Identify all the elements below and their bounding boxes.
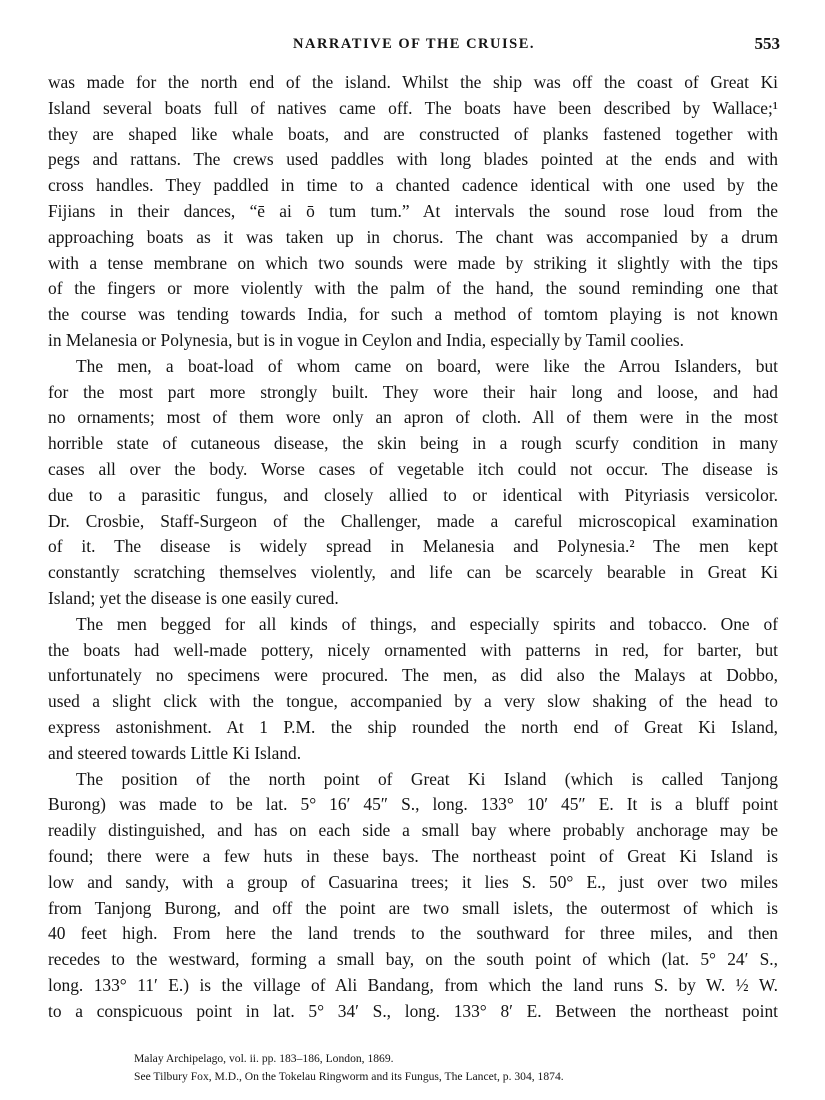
footnote-2: See Tilbury Fox, M.D., On the Tokelau Ringworm and its Fungus, The Lancet, p. 304, 1874. bbox=[134, 1069, 564, 1083]
text-line: Burong) was made to be lat. 5° 16′ 45″ S., long. 133° 10′ 45″ E. It is a bluff point bbox=[48, 794, 778, 815]
text-line: cases all over the body. Worse cases of vegetable itch could not occur. The disease is bbox=[48, 458, 778, 479]
text-line: they are shaped like whale boats, and are constructed of planks fastened together with bbox=[48, 123, 778, 144]
footnote-1: Malay Archipelago, vol. ii. pp. 183–186, London, 1869. bbox=[134, 1052, 394, 1065]
text-line: 40 feet high. From here the land trends to the southward for three miles, and then bbox=[48, 923, 778, 944]
text-line: Island; yet the disease is one easily cured. bbox=[48, 587, 339, 608]
text-line: due to a parasitic fungus, and closely allied to or identical with Pityriasis versicolor. bbox=[48, 484, 778, 505]
text-line: Fijians in their dances, “ē ai ō tum tum.” At intervals the sound rose loud from the bbox=[48, 200, 778, 221]
text-line: and steered towards Little Ki Island. bbox=[48, 742, 302, 763]
text-line: used a slight click with the tongue, accompanied by a very slow shaking of the head to bbox=[48, 691, 778, 712]
text-line: no ornaments; most of them wore only an apron of cloth. All of them were in the most bbox=[48, 407, 778, 428]
text-line: approaching boats as it was taken up in chorus. The chant was accompanied by a drum bbox=[48, 226, 778, 247]
text-line: of it. The disease is widely spread in Melanesia and Polynesia.² The men kept bbox=[48, 536, 778, 557]
text-line: for the most part more strongly built. They wore their hair long and loose, and had bbox=[48, 381, 778, 402]
text-line: in Melanesia or Polynesia, but is in vogue in Ceylon and India, especially by Tamil coolies. bbox=[48, 329, 684, 350]
text-line: constantly scratching themselves violently, and life can be scarcely bearable in Great Ki bbox=[48, 562, 778, 583]
footnotes bbox=[134, 1050, 734, 1085]
paragraph-1 bbox=[48, 70, 778, 354]
text-line: found; there were a few huts in these bays. The northeast point of Great Ki Island is bbox=[48, 845, 778, 866]
text-line: the course was tending towards India, for such a method of tomtom playing is not known bbox=[48, 304, 778, 325]
text-line: The position of the north point of Great Ki Island (which is called Tanjong bbox=[76, 768, 778, 789]
text-line: cross handles. They paddled in time to a chanted cadence identical with one used by the bbox=[48, 175, 778, 196]
text-line: Dr. Crosbie, Staff-Surgeon of the Challenger, made a careful microscopical examination bbox=[48, 510, 778, 531]
text-line: with a tense membrane on which two sounds were made by striking it slightly with the tips bbox=[48, 252, 778, 273]
text-line: unfortunately no specimens were procured. The men, as did also the Malays at Dobbo, bbox=[48, 665, 778, 686]
body-text bbox=[48, 70, 778, 1024]
text-line: readily distinguished, and has on each side a small bay where probably anchorage may be bbox=[48, 820, 778, 841]
text-line: was made for the north end of the island. Whilst the ship was off the coast of Great Ki bbox=[48, 72, 778, 92]
text-line: Island several boats full of natives came off. The boats have been described by Wallace;¹ bbox=[48, 97, 778, 118]
text-line: The men, a boat-load of whom came on board, were like the Arrou Islanders, but bbox=[76, 355, 778, 376]
text-line: horrible state of cutaneous disease, the skin being in a rough scurfy condition in many bbox=[48, 433, 778, 454]
text-line: long. 133° 11′ E.) is the village of Ali Bandang, from which the land runs S. by W. ½ W. bbox=[48, 974, 778, 995]
text-line: low and sandy, with a group of Casuarina trees; it lies S. 50° E., just over two miles bbox=[48, 871, 778, 892]
text-line: from Tanjong Burong, and off the point are two small islets, the outermost of which is bbox=[48, 897, 778, 918]
text-line: to a conspicuous point in lat. 5° 34′ S., long. 133° 8′ E. Between the northeast point bbox=[48, 1000, 778, 1021]
page-number: 553 bbox=[754, 34, 780, 53]
text-line: The men begged for all kinds of things, and especially spirits and tobacco. One of bbox=[76, 613, 778, 634]
running-title: NARRATIVE OF THE CRUISE. bbox=[293, 36, 535, 52]
paragraph-2 bbox=[48, 354, 778, 612]
paragraph-4 bbox=[48, 767, 778, 1025]
text-line: of the fingers or more violently with the palm of the hand, the sound reminding one that bbox=[48, 278, 778, 299]
text-line: recedes to the westward, forming a small bay, on the south point of which (lat. 5° 24′ S., bbox=[48, 949, 778, 970]
running-head bbox=[48, 34, 780, 56]
text-line: pegs and rattans. The crews used paddles with long blades pointed at the ends and with bbox=[48, 149, 778, 170]
text-line: the boats had well-made pottery, nicely ornamented with patterns in red, for barter, but bbox=[48, 639, 778, 660]
paragraph-3 bbox=[48, 612, 778, 767]
text-line: express astonishment. At 1 P.M. the ship rounded the north end of Great Ki Island, bbox=[48, 716, 778, 737]
